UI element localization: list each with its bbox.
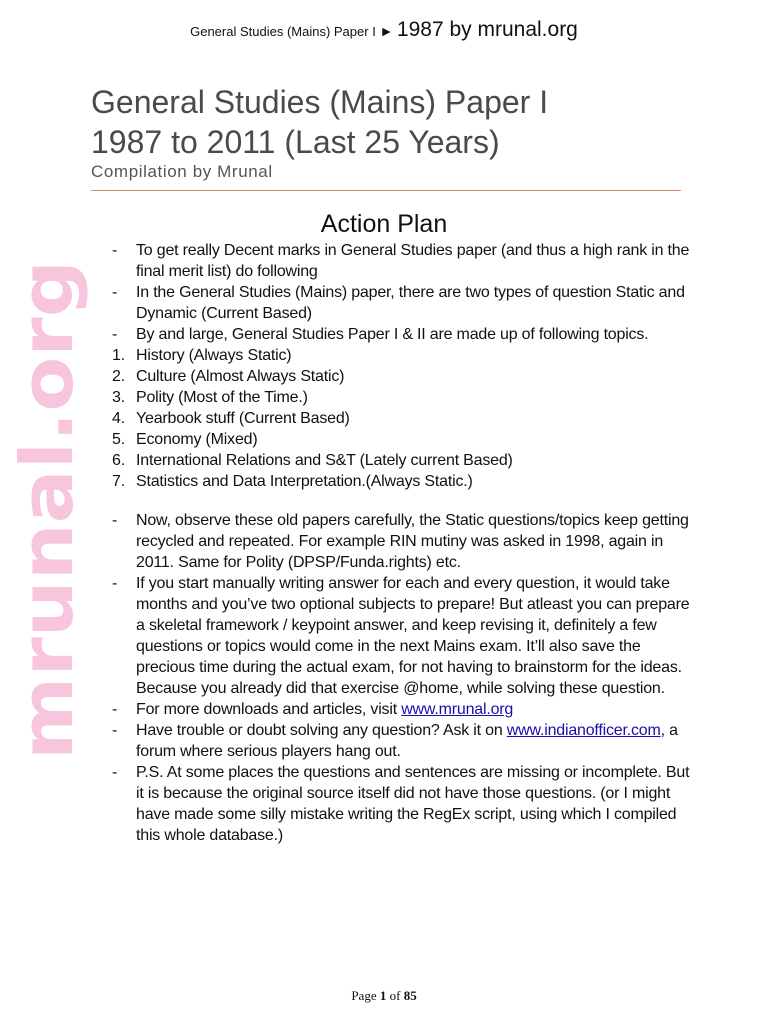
topic-number: 3.: [112, 389, 125, 406]
side-watermark: [5, 255, 89, 765]
bullet-marker: -: [112, 575, 118, 592]
topic-number: 5.: [112, 431, 125, 448]
topic-item: [112, 429, 692, 450]
topic-item: [112, 366, 692, 387]
page-number: 1: [379, 988, 387, 1003]
intro-bullet-2: [112, 282, 692, 324]
topic-item: [112, 408, 692, 429]
tip-text: , a forum where serious players hang out.: [136, 722, 678, 760]
topic-text: Polity (Most of the Time.): [136, 389, 308, 406]
mrunal-link[interactable]: www.mrunal.org: [401, 701, 514, 718]
tip-bullet-downloads: [112, 699, 692, 720]
indianofficer-link[interactable]: www.indianofficer.com: [506, 722, 661, 739]
header-arrow: ►: [379, 23, 394, 39]
topic-text: Culture (Almost Always Static): [136, 368, 345, 385]
intro-bullet-text: To get really Decent marks in General Studies paper (and thus a high rank in the final merit list) do following: [136, 242, 690, 280]
topic-number: 7.: [112, 473, 125, 490]
intro-bullet-3: [112, 324, 692, 345]
topic-number: 4.: [112, 410, 125, 427]
bullet-marker: -: [112, 512, 118, 529]
title-line-1: General Studies (Mains) Paper I: [91, 84, 549, 120]
tip-bullet-recycled: [112, 510, 692, 573]
watermark-text: mrunal.org: [5, 309, 89, 760]
topic-text: Statistics and Data Interpretation.(Always Static.): [136, 473, 473, 490]
topic-item: [112, 345, 692, 366]
tip-text: For more downloads and articles, visit: [136, 701, 402, 718]
tip-bullet-prepare: [112, 573, 692, 699]
tip-bullet-forum: [112, 720, 692, 762]
tip-text: If you start manually writing answer for each and every question, it would take months and you’ve two optional subjects to prepare! But atleast you can prepare a skeletal framework / keypoint answer, and keep revising it, definitely a few questions or topics would come in the next Mains exam. It’ll also save the precious time during the actual exam, for not having to brainstorm for the ideas. Because you already did that exercise @home, while solving these question.: [136, 575, 690, 697]
running-header: [0, 18, 768, 42]
topic-text: Yearbook stuff (Current Based): [136, 410, 350, 427]
topic-item: [112, 387, 692, 408]
bullet-marker: -: [112, 326, 118, 343]
topic-text: International Relations and S&T (Lately current Based): [136, 452, 513, 469]
document-subtitle: Compilation by Mrunal: [91, 162, 273, 181]
document-title: [91, 82, 548, 162]
header-suffix: 1987 by mrunal.org: [396, 18, 578, 41]
topic-number: 2.: [112, 368, 125, 385]
title-line-2: 1987 to 2011 (Last 25 Years): [91, 124, 500, 160]
bullet-marker: -: [112, 701, 118, 718]
tip-text: Now, observe these old papers carefully, the Static questions/topics keep getting recycled and repeated. For example RIN mutiny was asked in 1998, again in 2011. Same for Polity (DPSP/Funda.rights) etc.: [136, 512, 689, 571]
topic-text: Economy (Mixed): [136, 431, 258, 448]
tip-bullet-ps: [112, 762, 692, 846]
page-word: Page: [351, 988, 377, 1003]
topic-number: 1.: [112, 347, 125, 364]
topic-number: 6.: [112, 452, 125, 469]
title-divider: [91, 190, 681, 191]
topic-text: History (Always Static): [136, 347, 292, 364]
intro-bullet-1: [112, 240, 692, 282]
tip-text: Have trouble or doubt solving any question? Ask it on: [136, 722, 507, 739]
page-footer: [0, 988, 768, 1004]
of-word: of: [389, 988, 401, 1003]
spacer: [112, 492, 692, 510]
topic-item: [112, 450, 692, 471]
tip-text: P.S. At some places the questions and sentences are missing or incomplete. But it is because the original source itself did not have those questions. (or I might have made some silly mistake writing the RegEx script, using which I compiled this whole database.): [136, 764, 690, 844]
intro-bullet-text: By and large, General Studies Paper I & II are made up of following topics.: [136, 326, 649, 343]
header-prefix: General Studies (Mains) Paper I: [190, 24, 376, 39]
bullet-marker: -: [112, 764, 118, 781]
action-plan-body: [112, 240, 692, 846]
bullet-marker: -: [112, 722, 118, 739]
watermark-graphic: [5, 255, 89, 765]
intro-bullet-text: In the General Studies (Mains) paper, there are two types of question Static and Dynamic (Current Based): [136, 284, 685, 322]
section-heading: Action Plan: [320, 210, 448, 238]
topic-item: [112, 471, 692, 492]
bullet-marker: -: [112, 242, 118, 259]
page-total: 85: [403, 988, 417, 1003]
bullet-marker: -: [112, 284, 118, 301]
